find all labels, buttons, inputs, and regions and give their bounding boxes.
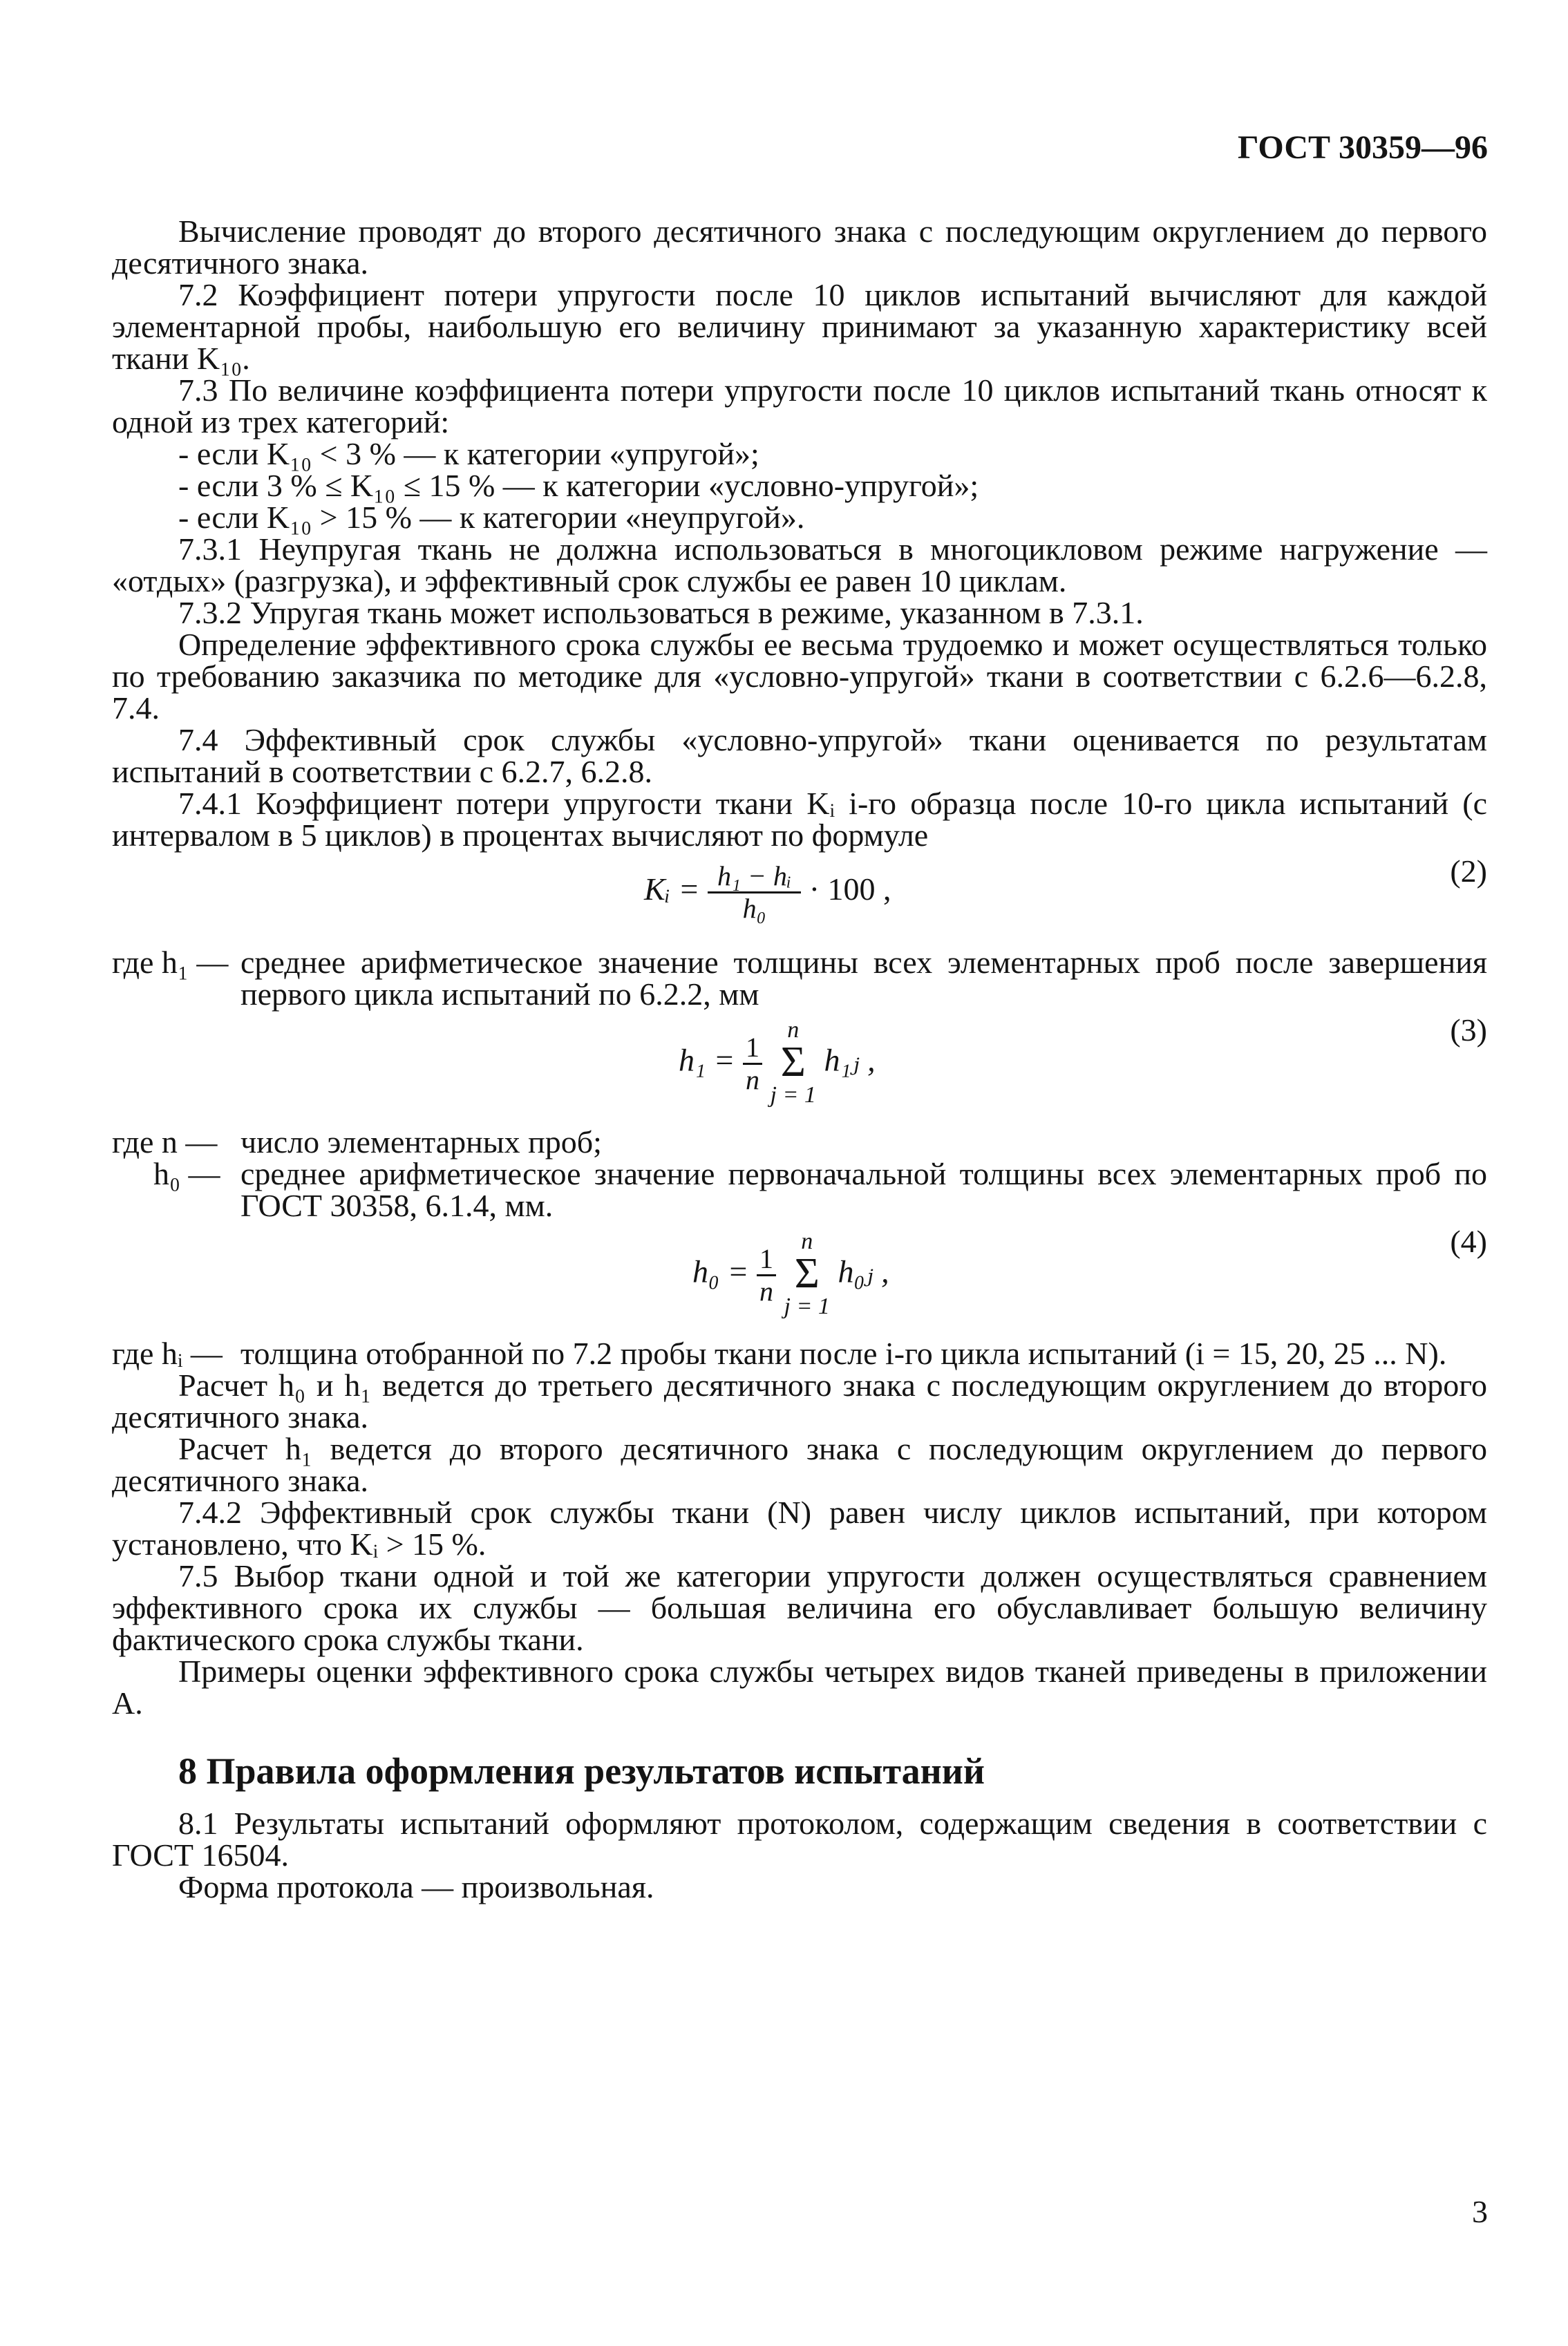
formula-2-number: (2)	[1450, 853, 1487, 889]
definition-n-text: число элементарных проб;	[240, 1124, 602, 1160]
paragraph-7-5: 7.5 Выбор ткани одной и той же категории упругости должен осуществляться сравнением эффективного срока их службы — большая величина его обуславливает большую величину фактического срока службы ткани.	[112, 1558, 1487, 1657]
list-item: - если K₁₀ > 15 % — к категории «неупругой».	[178, 500, 805, 535]
paragraph-calc-h0-h1: Расчет h₀ и h₁ ведется до третьего десятичного знака с последующим округлением до второго десятичного знака.	[112, 1368, 1487, 1435]
formula-2-lhs: Kᵢ =	[644, 871, 700, 907]
definition-h1	[112, 947, 1487, 1010]
paragraph-7-3-2: 7.3.2 Упругая ткань может использоваться в режиме, указанном в 7.3.1.	[178, 595, 1144, 630]
paragraph-examples: Примеры оценки эффективного срока службы четырех видов тканей приведены в приложении А.	[112, 1654, 1487, 1721]
formula-3-sum-sign: Σ	[780, 1039, 806, 1086]
formula-3-term: h₁ⱼ ,	[824, 1042, 876, 1078]
list-item: - если K₁₀ < 3 % — к категории «упругой»;	[178, 436, 759, 471]
list-item: - если 3 % ≤ K₁₀ ≤ 15 % — к категории «условно-упругой»;	[178, 468, 979, 503]
definition-h1-text: среднее арифметическое значение толщины всех элементарных проб после завершения первого цикла испытаний по 6.2.2, мм	[240, 945, 1487, 1012]
formula-4-lhs: h₀ =	[692, 1254, 749, 1289]
definition-h0	[112, 1158, 1487, 1222]
formula-2-denominator: h₀	[742, 893, 766, 924]
formula-2	[112, 855, 1487, 938]
section-8-title: 8 Правила оформления результатов испытаний	[178, 1750, 985, 1792]
formula-3-number: (3)	[1450, 1012, 1487, 1048]
definition-hi	[112, 1338, 1487, 1370]
document-header: ГОСТ 30359—96	[1238, 129, 1488, 166]
formula-3	[112, 1014, 1487, 1118]
formula-3-sum	[771, 1019, 816, 1108]
page-number: 3	[1472, 2194, 1488, 2229]
category-list	[112, 438, 1487, 533]
formula-4-sum	[784, 1230, 830, 1320]
formula-3-sum-top: n	[787, 1017, 800, 1043]
paragraph-7-4-2: 7.4.2 Эффективный срок службы ткани (N) равен числу циклов испытаний, при котором установлено, что Kᵢ > 15 %.	[112, 1495, 1487, 1562]
definition-h1-term: где h₁ —	[112, 945, 229, 980]
paragraph-protocol-form: Форма протокола — произвольная.	[178, 1869, 654, 1904]
formula-2-numerator: h₁ − hᵢ	[708, 862, 801, 893]
formula-3-coef-den: n	[746, 1063, 760, 1095]
definition-n	[112, 1126, 1487, 1158]
definition-h0-text: среднее арифметическое значение первоначальной толщины всех элементарных проб по ГОСТ 30358, 6.1.4, мм.	[240, 1156, 1487, 1223]
document-body	[112, 216, 1487, 1903]
formula-4-number: (4)	[1450, 1224, 1487, 1259]
formula-4-sum-top: n	[801, 1229, 813, 1254]
formula-4-coef-den: n	[759, 1275, 774, 1307]
definition-h0-term: h₀ —	[153, 1156, 220, 1191]
paragraph-calc-h1: Расчет h₁ ведется до второго десятичного знака с последующим округлением до первого десятичного знака.	[112, 1431, 1487, 1498]
formula-3-lhs: h₁ =	[679, 1042, 735, 1078]
formula-2-fraction	[708, 862, 801, 923]
paragraph-7-4-1: 7.4.1 Коэффициент потери упругости ткани Kᵢ i-го образца после 10-го цикла испытаний (с интервалом в 5 циклов) в процентах вычисляют по формуле	[112, 786, 1487, 853]
formula-4	[112, 1226, 1487, 1330]
formula-3-sum-bottom: j = 1	[770, 1082, 816, 1108]
paragraph-7-3-1: 7.3.1 Неупругая ткань не должна использоваться в многоцикловом режиме нагружение — «отдых» (разгрузка), и эффективный срок службы ее равен 10 циклам.	[112, 531, 1487, 598]
paragraph-7-3: 7.3 По величине коэффициента потери упругости после 10 циклов испытаний ткань относят к одной из трех категорий:	[112, 372, 1487, 439]
formula-4-coefficient	[757, 1242, 776, 1307]
definition-hi-term: где hᵢ —	[112, 1336, 223, 1371]
formula-4-sum-sign: Σ	[794, 1250, 820, 1297]
formula-4-sum-bottom: j = 1	[784, 1294, 830, 1319]
formula-2-rhs: · 100 ,	[809, 871, 891, 907]
formula-3-coefficient	[743, 1031, 762, 1095]
paragraph-8-1: 8.1 Результаты испытаний оформляют протоколом, содержащим сведения в соответствии с ГОСТ 16504.	[112, 1806, 1487, 1873]
paragraph-7-4: 7.4 Эффективный срок службы «условно-упругой» ткани оценивается по результатам испытаний в соответствии с 6.2.7, 6.2.8.	[112, 722, 1487, 789]
paragraph-7-3-2-determination: Определение эффективного срока службы ее весьма трудоемко и может осуществляться только по требованию заказчика по методике для «условно-упругой» ткани в соответствии с 6.2.6—6.2.8, 7.4.	[112, 627, 1487, 726]
formula-3-coef-num: 1	[743, 1034, 762, 1065]
definition-n-term: где n —	[112, 1124, 218, 1160]
formula-4-term: h₀ⱼ ,	[838, 1254, 889, 1289]
paragraph-rounding: Вычисление проводят до второго десятичного знака с последующим округлением до первого десятичного знака.	[112, 214, 1487, 281]
definition-hi-text: толщина отобранной по 7.2 пробы ткани после i-го цикла испытаний (i = 15, 20, 25 ... N).	[240, 1336, 1447, 1371]
paragraph-7-2: 7.2 Коэффициент потери упругости после 10 циклов испытаний вычисляют для каждой элементарной пробы, наибольшую его величину принимают за указанную характеристику всей ткани K₁₀.	[112, 277, 1487, 376]
formula-4-coef-num: 1	[757, 1245, 776, 1276]
